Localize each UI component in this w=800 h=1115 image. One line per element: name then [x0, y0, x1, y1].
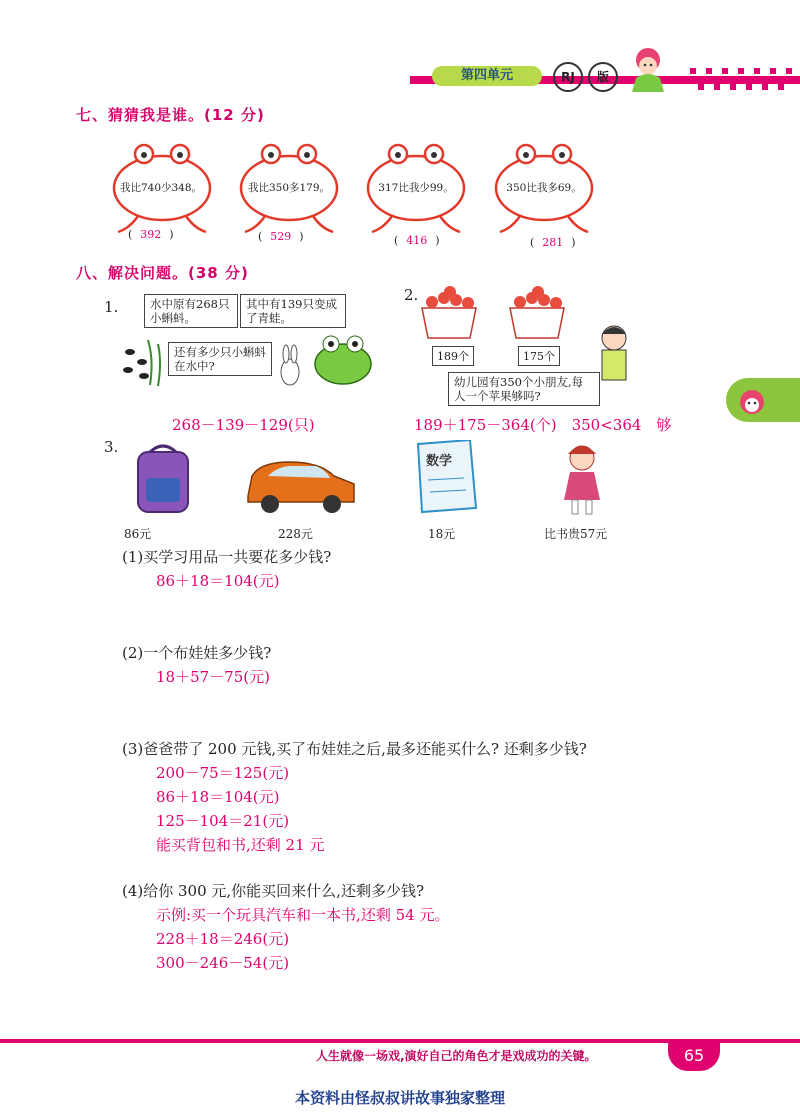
question1: (1)买学习用品一共要花多少钱?	[122, 548, 332, 566]
face3-text: 317比我少99。	[378, 182, 454, 194]
products-row	[120, 440, 640, 520]
question4: (4)给你 300 元,你能买回来什么,还剩多少钱?	[122, 882, 424, 900]
footer-motto: 人生就像一场戏,演好自己的角色才是戏成功的关键。	[316, 1049, 597, 1063]
problem1-number: 1.	[104, 298, 119, 316]
face3-answer-slot: ( 416 )	[394, 234, 440, 247]
mascot-icon	[620, 44, 680, 98]
apples-bubble: 幼儿园有350个小朋友,每人一个苹果够吗?	[448, 372, 600, 406]
doll-price: 比书贵57元	[544, 527, 608, 541]
problem1-answer: 268－139－129(只)	[172, 416, 315, 434]
face1-text: 我比740少348。	[119, 182, 203, 194]
question3: (3)爸爸带了 200 元钱,买了布娃娃之后,最多还能买什么? 还剩多少钱?	[122, 740, 587, 758]
fox-mascot-icon	[726, 378, 800, 422]
problem3-number: 3.	[104, 438, 119, 456]
answer1-line1: 86＋18＝104(元)	[156, 572, 280, 590]
problem2-illustration	[418, 286, 640, 404]
basket1-label: 189个	[432, 346, 474, 366]
problem1-illustration	[118, 297, 380, 395]
book-price: 18元	[428, 527, 456, 541]
ban-badge: 版	[588, 62, 618, 92]
tadpole-bubble2: 其中有139只变成了青蛙。	[240, 294, 346, 328]
book-title: 数学	[426, 454, 453, 469]
page-number: 65	[668, 1041, 720, 1071]
answer3-line4: 能买背包和书,还剩 21 元	[156, 836, 325, 854]
question2: (2)一个布娃娃多少钱?	[122, 644, 272, 662]
tadpole-bubble3: 还有多少只小蝌蚪在水中?	[168, 342, 272, 376]
backpack-price: 86元	[124, 527, 152, 541]
answer3-line2: 86＋18＝104(元)	[156, 788, 280, 806]
guess-faces-row	[104, 140, 594, 252]
answer4-line3: 300－246－54(元)	[156, 954, 290, 972]
header-stripe	[0, 62, 800, 96]
section7-title: 七、猜猜我是谁。(12 分)	[76, 106, 265, 124]
face2-answer-slot: ( 529 )	[258, 230, 304, 243]
tadpole-bubble1: 水中原有268只小蝌蚪。	[144, 294, 238, 328]
problem2-answer: 189＋175－364(个) 350<364 够	[414, 416, 672, 434]
car-price: 228元	[278, 527, 313, 541]
backpack-icon	[138, 446, 188, 512]
unit-tag: 第四单元	[432, 66, 542, 86]
section8-title: 八、解决问题。(38 分)	[76, 264, 249, 282]
boy-icon	[602, 326, 626, 380]
answer3-line3: 125－104＝21(元)	[156, 812, 290, 830]
page-header	[0, 62, 800, 96]
source-note: 本资料由怪叔叔讲故事独家整理	[294, 1089, 505, 1107]
rj-badge: RJ	[553, 62, 583, 92]
face1-answer-slot: ( 392 )	[128, 228, 174, 241]
side-tab	[726, 378, 800, 422]
toy-car-icon	[248, 462, 354, 513]
problem2-number: 2.	[404, 286, 419, 304]
doll-icon	[564, 446, 600, 514]
face4-text: 350比我多69。	[506, 182, 582, 194]
face2-text: 我比350多179。	[247, 182, 331, 194]
answer4-line1: 示例:买一个玩具汽车和一本书,还剩 54 元。	[156, 906, 450, 924]
face4-answer-slot: ( 281 )	[530, 236, 576, 249]
answer3-line1: 200－75＝125(元)	[156, 764, 290, 782]
answer2-line1: 18＋57－75(元)	[156, 668, 270, 686]
basket2-label: 175个	[518, 346, 560, 366]
answer4-line2: 228＋18＝246(元)	[156, 930, 290, 948]
faces-illustration	[104, 140, 594, 252]
